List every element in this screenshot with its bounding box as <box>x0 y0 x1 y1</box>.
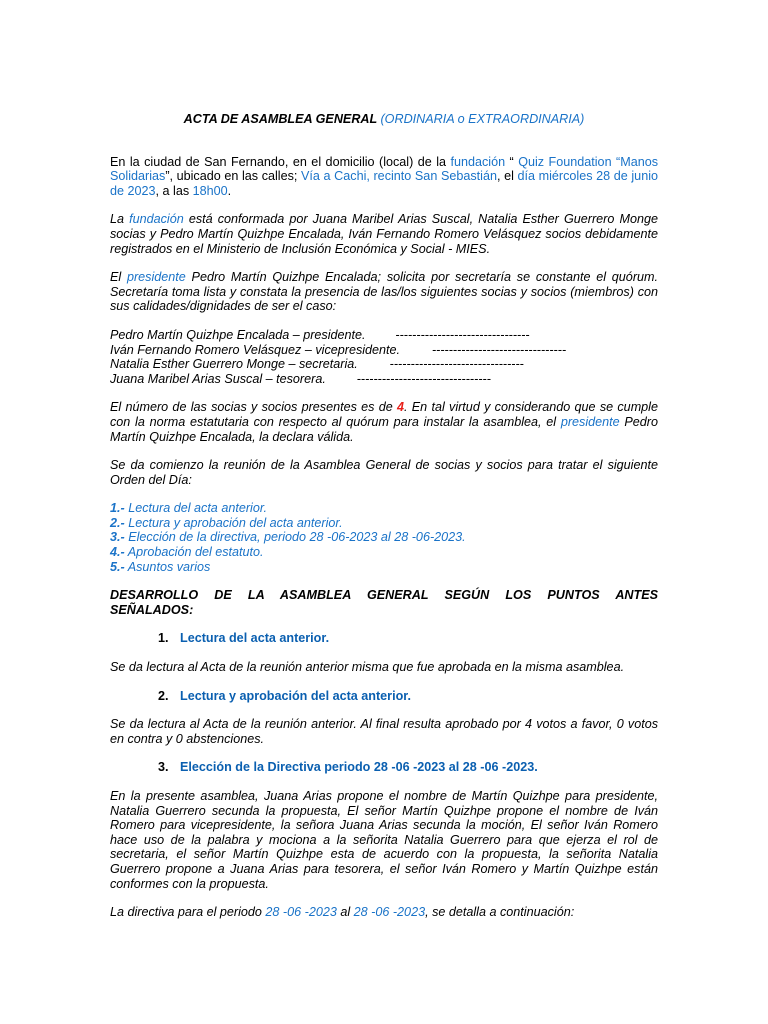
meeting-date: día miércoles 28 de junio de 2023 <box>110 169 658 198</box>
quorum-paragraph <box>110 270 658 314</box>
p2-text: La <box>110 212 130 227</box>
intro-text: . <box>227 183 232 198</box>
section-heading <box>158 760 658 775</box>
foundation-name: Quiz Foundation “Manos Solidarias <box>110 154 659 184</box>
agenda-item <box>110 560 658 575</box>
agenda-text: Aprobación del estatuto. <box>124 545 264 560</box>
agenda-num: 3.- <box>110 530 125 545</box>
agenda-item <box>110 501 658 516</box>
section-heading <box>158 689 658 704</box>
development-heading <box>110 588 658 617</box>
period-to: 28 -06 -2023 <box>353 905 426 920</box>
intro-paragraph <box>110 155 658 199</box>
agenda-text: Elección de la directiva, periodo 28 -06-2023 al 28 -06-2023. <box>124 530 466 545</box>
signature-line: -------------------------------- <box>432 342 567 357</box>
agenda-text: Lectura del acta anterior. <box>124 501 268 516</box>
signature-line: -------------------------------- <box>389 357 524 372</box>
roster-item <box>110 328 658 343</box>
p4-presidente: presidente <box>560 414 620 429</box>
title-main: ACTA DE ASAMBLEA GENERAL <box>183 112 377 126</box>
closing-text: al <box>336 905 354 920</box>
intro-text: En la ciudad de San Fernando, en el domicilio (local) de la <box>110 154 451 169</box>
p3-presidente: presidente <box>126 270 186 285</box>
member-count: 4 <box>397 400 405 415</box>
agenda-text: Asuntos varios <box>124 559 211 574</box>
roster-item <box>110 372 658 387</box>
signature-line: -------------------------------- <box>395 327 530 342</box>
section-heading <box>158 631 658 646</box>
section-number: 1. <box>158 631 169 646</box>
agenda-item <box>110 545 658 560</box>
agenda-num: 4.- <box>110 545 125 560</box>
agenda-num: 1.- <box>110 501 125 516</box>
section-body: En la presente asamblea, Juana Arias propone el nombre de Martín Quizhpe para presidente, Natalia Guerrero secunda la propuesta, El señor Martín Quizhpe propone el nombre de Iván Romero para vicepresidente, la señora Juana Arias secunda la moción, El señor Iván Romero hace uso de la palabra y mociona a la señorita Natalia Guerrero para que ejerza el rol de secretaria, el señor Martín Quizhpe esta de acuerdo con la propuesta, la señorita Natalia Guerrero propone a Juana Arias para tesorera, el señor Iván Romero y Martín Quizhpe están conformes con la propuesta. <box>110 789 658 891</box>
p4-text: Pedro Martín Quizhpe Encalada, la declara válida. <box>110 414 659 444</box>
p2-text: está conformada por Juana Maribel Arias Suscal, Natalia Esther Guerrero Monge socias y Pedro Martín Quizhpe Encalada, Iván Fernando Romero Velásquez socios debidamente registrados en el Ministerio de Inclusión Económica y Social - MIES. <box>110 212 658 256</box>
development-line: SEÑALADOS: <box>110 602 194 617</box>
count-paragraph <box>110 400 658 444</box>
period-from: 28 -06 -2023 <box>265 905 337 920</box>
roster-name: Pedro Martín Quizhpe Encalada – presidente. <box>110 327 366 342</box>
p2-fundacion: fundación <box>129 212 184 227</box>
members-paragraph <box>110 212 658 256</box>
p3-text: El <box>110 270 127 285</box>
title-type: (ORDINARIA o EXTRAORDINARIA) <box>380 112 585 126</box>
roster-name: Juana Maribel Arias Suscal – tesorera. <box>110 371 326 386</box>
agenda-num: 5.- <box>110 559 125 574</box>
closing-text: La directiva para el periodo <box>110 905 266 920</box>
signature-line: -------------------------------- <box>356 371 492 386</box>
roster-name: Iván Fernando Romero Velásquez – vicepresidente. <box>110 342 401 357</box>
section-title: Lectura del acta anterior. <box>180 631 330 646</box>
agenda-intro: Se da comienzo la reunión de la Asamblea General de socias y socios para tratar el siguiente Orden del Día: <box>110 458 658 487</box>
agenda-text: Lectura y aprobación del acta anterior. <box>124 515 343 530</box>
section-title: Elección de la Directiva periodo 28 -06 -2023 al 28 -06 -2023. <box>180 760 538 775</box>
intro-text: “ <box>505 154 519 169</box>
meeting-time: 18h00 <box>192 183 228 198</box>
address: Vía a Cachi, recinto San Sebastián <box>301 169 497 184</box>
agenda-item <box>110 530 658 545</box>
roster-name: Natalia Esther Guerrero Monge – secretaria. <box>110 357 358 372</box>
roster-item <box>110 357 658 372</box>
document-title <box>110 112 658 127</box>
p4-text: . En tal virtud y considerando que se cumple con la norma estatutaria con respecto al quórum para instalar la asamblea, el <box>110 400 658 429</box>
closing-text: , se detalla a continuación: <box>425 905 575 920</box>
roster-list <box>110 328 658 386</box>
section-title: Lectura y aprobación del acta anterior. <box>180 688 411 703</box>
agenda-num: 2.- <box>110 515 125 530</box>
section-body: Se da lectura al Acta de la reunión anterior. Al final resulta aprobado por 4 votos a favor, 0 votos en contra y 0 abstenciones. <box>110 717 658 746</box>
roster-item <box>110 343 658 358</box>
document-body <box>110 112 658 934</box>
section-number: 3. <box>158 760 169 775</box>
intro-text: ”, ubicado en las calles; <box>165 169 302 184</box>
p3-text: Pedro Martín Quizhpe Encalada; solicita por secretaría se constante el quórum. Secretaría toma lista y constata la presencia de las/los siguientes socias y socios (miembros) con sus calidades/dignidades de ser el caso: <box>110 270 659 314</box>
section-body: Se da lectura al Acta de la reunión anterior misma que fue aprobada en la misma asamblea. <box>110 660 625 675</box>
development-line: DESARROLLO DE LA ASAMBLEA GENERAL SEGÚN LOS PUNTOS ANTES <box>110 588 658 603</box>
intro-text: , a las <box>155 183 193 198</box>
closing-paragraph <box>110 905 658 920</box>
agenda-item <box>110 516 658 531</box>
intro-fundacion: fundación <box>450 154 506 169</box>
intro-text: , el <box>496 169 518 184</box>
agenda-list <box>110 501 658 574</box>
p4-text: El número de las socias y socios presentes es de <box>110 400 397 415</box>
section-number: 2. <box>158 688 169 703</box>
